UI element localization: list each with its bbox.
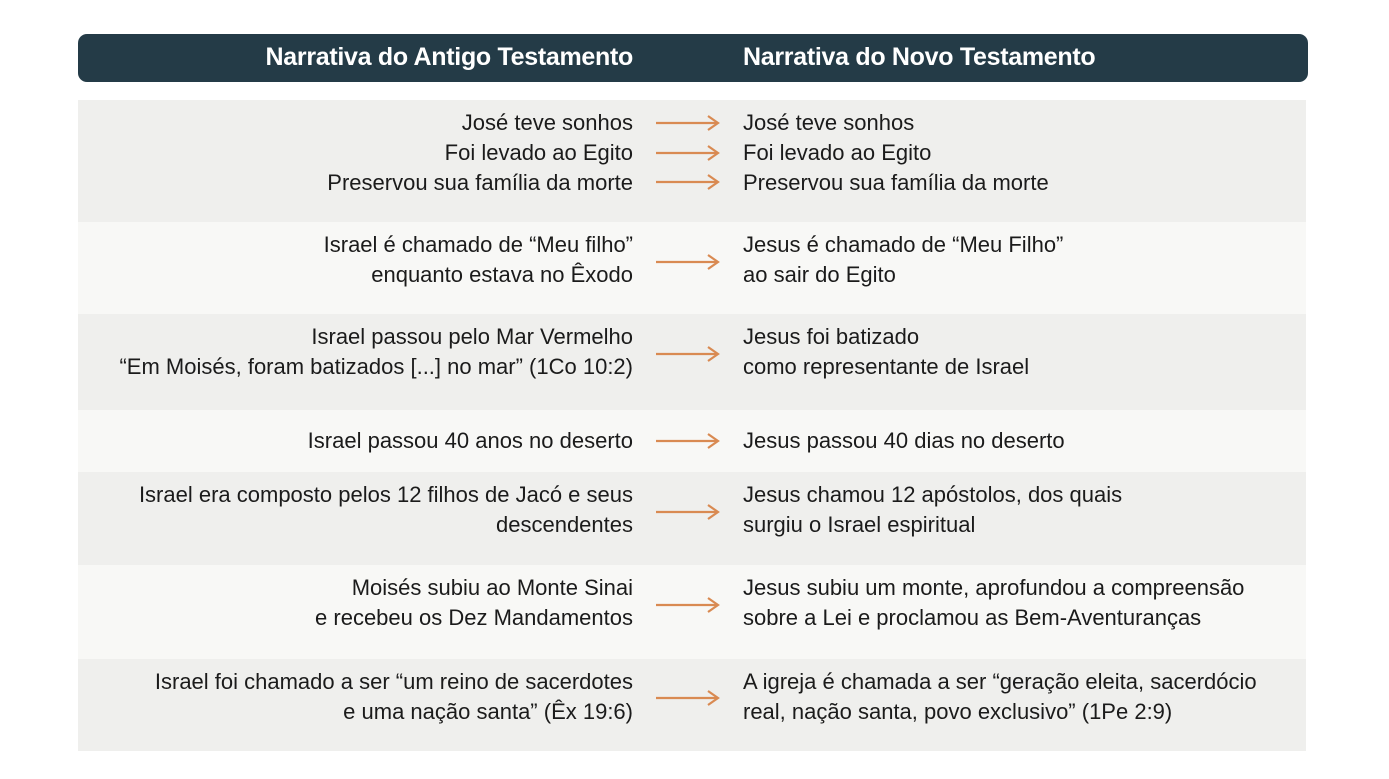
- old-testament-line: enquanto estava no Êxodo: [371, 262, 633, 287]
- old-testament-line: e recebeu os Dez Mandamentos: [315, 605, 633, 630]
- new-testament-line: Jesus subiu um monte, aprofundou a compreensão: [743, 575, 1245, 600]
- new-testament-line: como representante de Israel: [743, 354, 1030, 379]
- new-testament-line: Jesus passou 40 dias no deserto: [743, 428, 1065, 453]
- new-testament-line: A igreja é chamada a ser “geração eleita, sacerdócio: [743, 669, 1257, 694]
- arrow-right-icon: [655, 254, 721, 270]
- new-testament-line: José teve sonhos: [743, 110, 915, 135]
- old-testament-line: “Em Moisés, foram batizados [...] no mar” (1Co 10:2): [119, 354, 633, 379]
- old-testament-cell: [73, 480, 633, 540]
- old-testament-line: Moisés subiu ao Monte Sinai: [351, 575, 633, 600]
- table-header: [78, 34, 1308, 82]
- new-testament-line: real, nação santa, povo exclusivo” (1Pe 2:9): [743, 699, 1173, 724]
- arrow-right-icon: [655, 433, 721, 449]
- old-testament-line: Foi levado ao Egito: [444, 140, 633, 165]
- arrow-right-icon: [655, 145, 721, 161]
- old-testament-line: Israel passou pelo Mar Vermelho: [311, 324, 633, 349]
- new-testament-cell: [743, 230, 1283, 290]
- old-testament-line: descendentes: [496, 512, 633, 537]
- table-row: [78, 410, 1306, 472]
- table-row: [78, 222, 1306, 314]
- table-row: [78, 314, 1306, 410]
- arrow-right-icon: [655, 174, 721, 190]
- new-testament-line: Jesus é chamado de “Meu Filho”: [743, 232, 1064, 257]
- new-testament-cell: [743, 667, 1283, 727]
- table-row: [78, 100, 1306, 222]
- new-testament-line: Jesus foi batizado: [743, 324, 920, 349]
- old-testament-line: e uma nação santa” (Êx 19:6): [343, 699, 633, 724]
- old-testament-cell: [73, 573, 633, 633]
- new-testament-cell: [743, 426, 1283, 456]
- old-testament-cell: [73, 322, 633, 382]
- new-testament-cell: [743, 573, 1283, 633]
- old-testament-line: Preservou sua família da morte: [327, 170, 633, 195]
- old-testament-cell: [73, 667, 633, 727]
- arrow-right-icon: [655, 690, 721, 706]
- header-new-testament: Narrativa do Novo Testamento: [743, 43, 1096, 71]
- new-testament-line: Preservou sua família da morte: [743, 170, 1049, 195]
- table-row: [78, 565, 1306, 659]
- new-testament-line: sobre a Lei e proclamou as Bem-Aventuranças: [743, 605, 1202, 630]
- old-testament-line: José teve sonhos: [461, 110, 633, 135]
- comparison-table: [78, 100, 1306, 751]
- new-testament-line: Foi levado ao Egito: [743, 140, 932, 165]
- old-testament-cell: [73, 426, 633, 456]
- old-testament-cell: [73, 108, 633, 198]
- new-testament-line: surgiu o Israel espiritual: [743, 512, 976, 537]
- arrow-right-icon: [655, 346, 721, 362]
- new-testament-line: Jesus chamou 12 apóstolos, dos quais: [743, 482, 1123, 507]
- header-old-testament: Narrativa do Antigo Testamento: [265, 43, 633, 71]
- table-row: [78, 472, 1306, 565]
- old-testament-line: Israel foi chamado a ser “um reino de sacerdotes: [154, 669, 633, 694]
- arrow-right-icon: [655, 597, 721, 613]
- new-testament-cell: [743, 108, 1283, 198]
- old-testament-line: Israel passou 40 anos no deserto: [307, 428, 633, 453]
- new-testament-cell: [743, 480, 1283, 540]
- arrow-right-icon: [655, 504, 721, 520]
- new-testament-line: ao sair do Egito: [743, 262, 896, 287]
- old-testament-cell: [73, 230, 633, 290]
- new-testament-cell: [743, 322, 1283, 382]
- table-row: [78, 659, 1306, 751]
- old-testament-line: Israel é chamado de “Meu filho”: [323, 232, 633, 257]
- old-testament-line: Israel era composto pelos 12 filhos de Jacó e seus: [138, 482, 633, 507]
- arrow-right-icon: [655, 115, 721, 131]
